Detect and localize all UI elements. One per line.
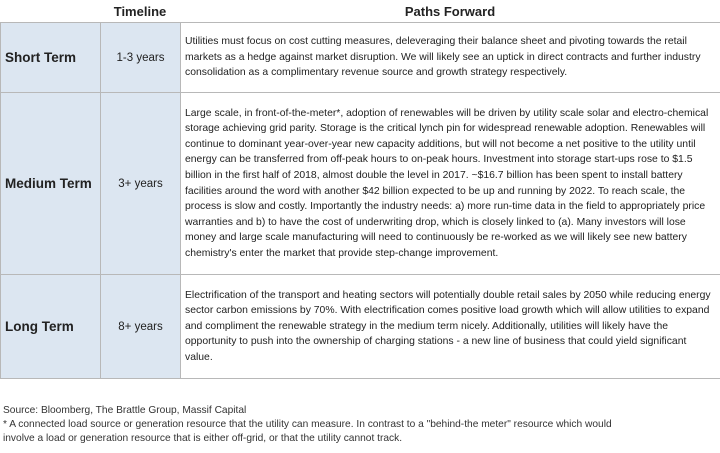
term-label: Short Term (1, 23, 101, 93)
path-description: Electrification of the transport and heating sectors will potentially double retail sales by 2050 while reducing energy sector carbon emissions by 70%. With electrification comes positive load growth which will allow utilities to expand and compliment the renewable strategy in the medium term nicely. Additionally, utilities will likely have the opportunity to push into the ownership of charging stations - a new line of business that could yield significant value. (181, 275, 720, 379)
table-row-long-term (1, 275, 720, 379)
table-row-short-term (1, 23, 720, 93)
timeline-table (0, 22, 720, 379)
term-label: Long Term (1, 275, 101, 379)
source-note: Source: Bloomberg, The Brattle Group, Massif Capital (3, 405, 247, 416)
years-label: 3+ years (101, 93, 181, 275)
years-label: 8+ years (101, 275, 181, 379)
footnote-line-1: * A connected load source or generation resource that the utility can measure. In contrast to a "behind-the meter" resource which would (3, 419, 612, 431)
path-description: Large scale, in front-of-the-meter*, adoption of renewables will be driven by utility scale solar and electro-chemical storage achieving grid parity. Storage is the critical lynch pin for widespread renewable adoption. Renewables will continue to dominant year-over-year new capacity additions, but will not become a net positive to the utility until energy can be transferred from off-peak hours to on-peak hours. Investment into storage start-ups rose to $1.5 billion in the first half of 2018, almost double the level in 2017. ~$16.7 billion has been spent to install battery facilities around the word with another $42 billion expected to be up and running by 2022. To reach scale, the process is slow and costly. Importantly the industry needs: a) more run-time data in the field to appropriately price warranties and b) to have the cost of underwriting drop, which is closely linked to (a). Many investors will lose money and large scale manufacturing will need to continuously be re-worked as we will likely see new battery chemistry's enter the market that provide step-change improvement. (181, 93, 720, 275)
term-label: Medium Term (1, 93, 101, 275)
table-footnotes (3, 404, 717, 447)
table-header (0, 0, 720, 22)
table-row-medium-term (1, 93, 720, 275)
years-label: 1-3 years (101, 23, 181, 93)
timeline-column-header: Timeline (113, 4, 167, 19)
footnote-line-2: involve a load or generation resource that is either off-grid, or that the utility cannot track. (3, 433, 403, 445)
paths-forward-column-header: Paths Forward (404, 4, 496, 19)
path-description: Utilities must focus on cost cutting measures, deleveraging their balance sheet and pivoting towards the retail markets as a hedge against market disruption. We will likely see an uptick in direct contracts and further industry consolidation as a complimentary revenue source and growth strategy respectively. (181, 23, 720, 93)
